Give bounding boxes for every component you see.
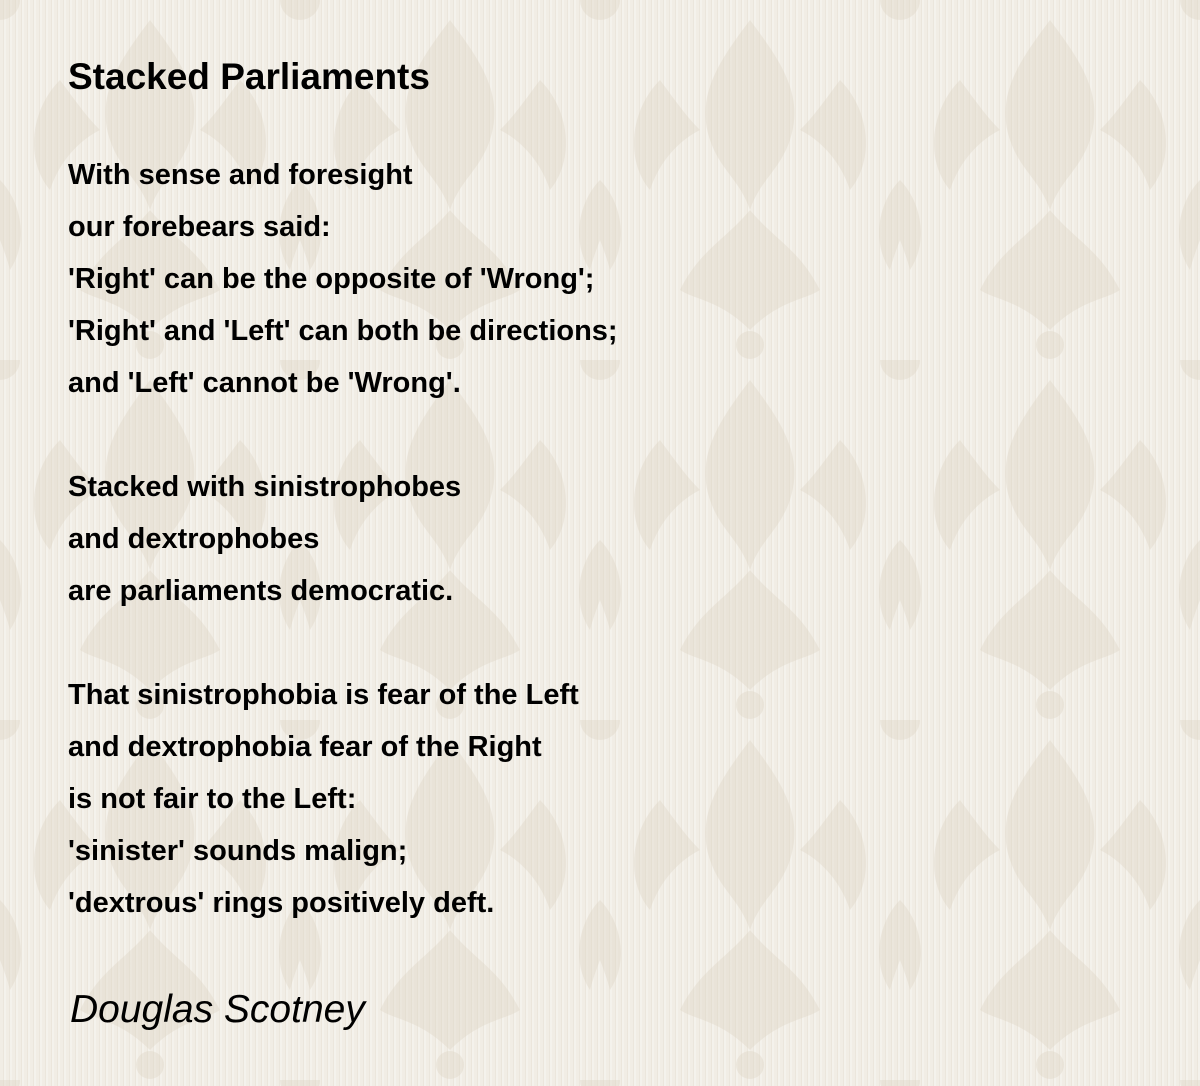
poem-line: and dextrophobes <box>68 523 320 555</box>
poem-stanza-3 <box>68 669 579 929</box>
poem-line: 'sinister' sounds malign; <box>68 835 408 867</box>
poem-line: That sinistrophobia is fear of the Left <box>68 679 579 711</box>
poem-line: 'Right' and 'Left' can both be directions; <box>68 315 618 347</box>
poem-author: Douglas Scotney <box>70 988 365 1031</box>
poem-line: and dextrophobia fear of the Right <box>68 731 542 763</box>
poem-title: Stacked Parliaments <box>68 56 430 97</box>
poem-line: 'dextrous' rings positively deft. <box>68 887 495 919</box>
poem-line: is not fair to the Left: <box>68 783 357 815</box>
poem-stanza-2 <box>68 461 461 617</box>
poem-line: Stacked with sinistrophobes <box>68 471 462 503</box>
poem-line: With sense and foresight <box>68 159 413 191</box>
poem-line: and 'Left' cannot be 'Wrong'. <box>68 367 461 399</box>
poem-stanza-1 <box>68 149 618 409</box>
poem-line: our forebears said: <box>68 211 331 243</box>
poem-line: are parliaments democratic. <box>68 575 454 607</box>
poem-line: 'Right' can be the opposite of 'Wrong'; <box>68 263 595 295</box>
